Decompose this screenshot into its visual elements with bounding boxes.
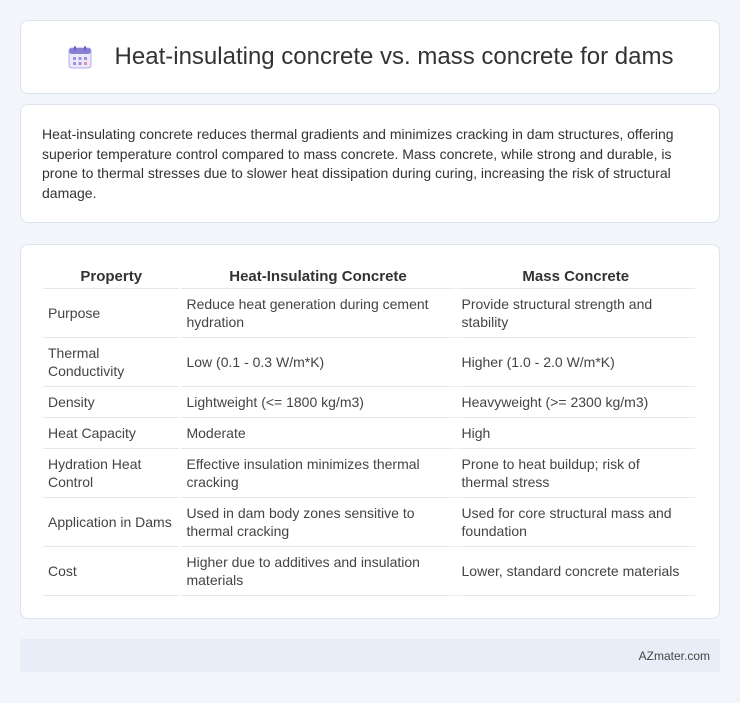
cell-property: Heat Capacity	[43, 418, 179, 449]
comparison-table	[41, 265, 697, 596]
cell-mass: Heavyweight (>= 2300 kg/m3)	[457, 387, 695, 418]
header-heat-insulating: Heat-Insulating Concrete	[181, 265, 454, 289]
footer-brand: AZmater.com	[638, 648, 710, 663]
page-title: Heat-insulating concrete vs. mass concrete for dams	[114, 43, 674, 70]
cell-heat-insulating: Used in dam body zones sensitive to thermal cracking	[181, 498, 454, 547]
cell-property: Cost	[43, 547, 179, 596]
intro-paragraph: Heat-insulating concrete reduces thermal gradients and minimizes cracking in dam structures, offering superior temperature control compared to mass concrete. Mass concrete, while strong and durable, is prone to thermal stresses due to slower heat dissipation during curing, increasing the risk of structural damage.	[42, 126, 674, 201]
table-row	[43, 338, 695, 387]
cell-mass: Used for core structural mass and foundation	[457, 498, 695, 547]
cell-property: Purpose	[43, 289, 179, 338]
header-mass-concrete: Mass Concrete	[457, 265, 695, 289]
footer-bar	[20, 639, 720, 672]
cell-property: Density	[43, 387, 179, 418]
cell-mass: Higher (1.0 - 2.0 W/m*K)	[457, 338, 695, 387]
cell-heat-insulating: Moderate	[181, 418, 454, 449]
title-card	[20, 20, 720, 94]
table-row	[43, 387, 695, 418]
cell-heat-insulating: Effective insulation minimizes thermal cracking	[181, 449, 454, 498]
table-row	[43, 418, 695, 449]
cell-heat-insulating: Lightweight (<= 1800 kg/m3)	[181, 387, 454, 418]
table-row	[43, 449, 695, 498]
table-row	[43, 547, 695, 596]
cell-heat-insulating: Reduce heat generation during cement hydration	[181, 289, 454, 338]
cell-property: Thermal Conductivity	[43, 338, 179, 387]
cell-heat-insulating: Higher due to additives and insulation materials	[181, 547, 454, 596]
header-property: Property	[43, 265, 179, 289]
comparison-card	[20, 244, 720, 619]
calendar-icon	[67, 44, 93, 70]
table-row	[43, 498, 695, 547]
cell-mass: Provide structural strength and stability	[457, 289, 695, 338]
intro-card	[20, 104, 720, 223]
cell-mass: Prone to heat buildup; risk of thermal stress	[457, 449, 695, 498]
cell-heat-insulating: Low (0.1 - 0.3 W/m*K)	[181, 338, 454, 387]
cell-property: Application in Dams	[43, 498, 179, 547]
cell-mass: High	[457, 418, 695, 449]
cell-mass: Lower, standard concrete materials	[457, 547, 695, 596]
table-row	[43, 289, 695, 338]
table-header-row	[43, 265, 695, 289]
cell-property: Hydration Heat Control	[43, 449, 179, 498]
